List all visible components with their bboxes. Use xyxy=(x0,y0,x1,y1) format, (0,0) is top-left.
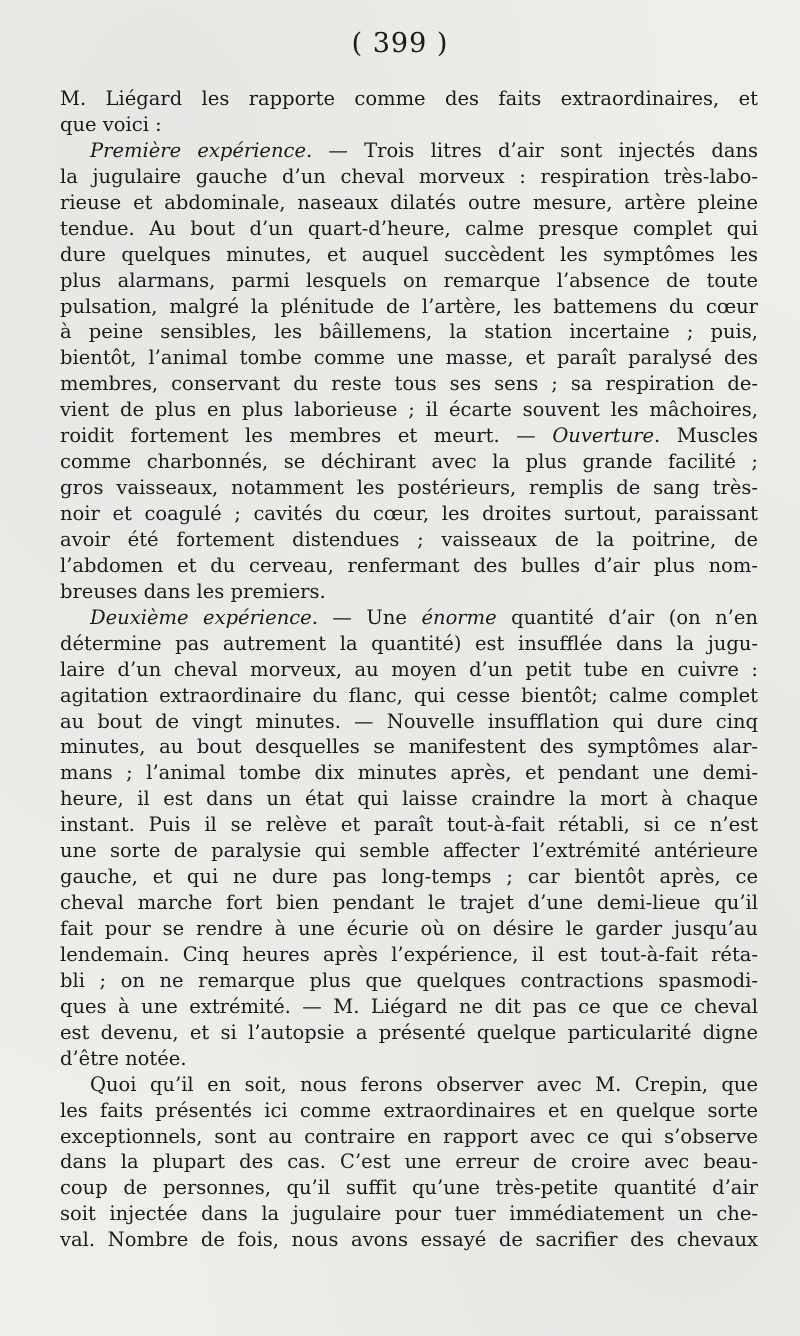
text-line xyxy=(60,786,758,812)
text-line xyxy=(60,1201,758,1227)
text-run: l’abdomen et du cerveau, renfermant des bulles d’air plus nom- xyxy=(60,553,758,577)
text-run: comme charbonnés, se déchirant avec la plus grande facilité ; xyxy=(60,450,758,474)
text-run: la jugulaire gauche d’un cheval morveux : respiration très-labo- xyxy=(60,164,758,188)
text-line xyxy=(60,760,758,786)
italic-run: Deuxième expérience. xyxy=(90,605,318,629)
text-line xyxy=(60,319,758,345)
text-line xyxy=(60,397,758,423)
text-run: mans ; l’animal tombe dix minutes après, et pendant une demi- xyxy=(60,761,758,785)
text-run: vient de plus en plus laborieuse ; il écarte souvent les mâchoires, xyxy=(60,398,758,422)
text-line xyxy=(60,709,758,735)
text-run: minutes, au bout desquelles se manifestent des symptômes alar- xyxy=(60,735,758,759)
text-run: une sorte de paralysie qui semble affecter l’extrémité antérieure xyxy=(60,839,758,863)
text-line xyxy=(60,631,758,657)
text-run: — Une xyxy=(317,605,422,629)
text-line xyxy=(60,216,758,242)
italic-run: énorme xyxy=(421,605,497,629)
text-run: est devenu, et si l’autopsie a présenté quelque particularité digne xyxy=(60,1020,758,1044)
text-run: dans la plupart des cas. C’est une erreur de croire avec beau- xyxy=(60,1150,758,1174)
text-line xyxy=(60,942,758,968)
text-run: cheval marche fort bien pendant le trajet d’une demi-lieue qu’il xyxy=(60,891,758,915)
text-line xyxy=(60,371,758,397)
italic-run: Ouverture. xyxy=(552,424,661,448)
text-line xyxy=(60,1046,758,1072)
text-run: les faits présentés ici comme extraordinaires et en quelque sorte xyxy=(60,1098,758,1122)
text-line xyxy=(60,1149,758,1175)
text-line xyxy=(60,423,758,449)
text-line xyxy=(60,112,758,138)
text-run: pulsation, malgré la plénitude de l’artère, les battemens du cœur xyxy=(60,294,758,318)
text-line xyxy=(60,527,758,553)
text-line xyxy=(60,864,758,890)
text-line xyxy=(60,812,758,838)
text-line xyxy=(60,86,758,112)
text-run: plus alarmans, parmi lesquels on remarque l’absence de toute xyxy=(60,268,758,292)
text-line xyxy=(60,579,758,605)
text-line xyxy=(60,994,758,1020)
text-line xyxy=(60,1124,758,1150)
text-line xyxy=(60,553,758,579)
text-line xyxy=(60,501,758,527)
text-run: lendemain. Cinq heures après l’expérience, il est tout-à-fait réta- xyxy=(60,942,758,966)
text-run: bli ; on ne remarque plus que quelques contractions spasmodi- xyxy=(60,968,758,992)
text-run: au bout de vingt minutes. — Nouvelle insufflation qui dure cinq xyxy=(60,709,758,733)
text-run: tendue. Au bout d’un quart-d’heure, calme presque complet qui xyxy=(60,216,758,240)
page-number: ( 399 ) xyxy=(351,28,449,59)
text-run: val. Nombre de fois, nous avons essayé de sacrifier des chevaux xyxy=(60,1228,758,1252)
text-run: dure quelques minutes, et auquel succèdent les symptômes les xyxy=(60,242,758,266)
text-run: breuses dans les premiers. xyxy=(60,579,326,603)
text-run: ques à une extrémité. — M. Liégard ne dit pas ce que ce cheval xyxy=(60,994,758,1018)
text-run: détermine pas autrement la quantité) est insufflée dans la jugu- xyxy=(60,631,758,655)
text-run: bientôt, l’animal tombe comme une masse, et paraît paralysé des xyxy=(60,346,758,370)
text-run: avoir été fortement distendues ; vaisseaux de la poitrine, de xyxy=(60,527,758,551)
text-run: laire d’un cheval morveux, au moyen d’un petit tube en cuivre : xyxy=(60,657,758,681)
text-line xyxy=(60,1227,758,1253)
text-line xyxy=(60,1175,758,1201)
text-run: que voici : xyxy=(60,112,162,136)
text-line xyxy=(60,449,758,475)
text-run: M. Liégard les rapporte comme des faits extraordinaires, et xyxy=(60,87,758,110)
text-run: gauche, et qui ne dure pas long-temps ; car bientôt après, ce xyxy=(60,865,758,889)
text-run: instant. Puis il se relève et paraît tout-à-fait rétabli, si ce n’est xyxy=(60,813,758,837)
text-line xyxy=(60,190,758,216)
text-line xyxy=(60,138,758,164)
text-run: heure, il est dans un état qui laisse craindre la mort à chaque xyxy=(60,787,758,811)
text-run: coup de personnes, qu’il suffit qu’une très-petite quantité d’air xyxy=(60,1176,758,1200)
text-line xyxy=(60,657,758,683)
text-run: soit injectée dans la jugulaire pour tuer immédiatement un che- xyxy=(60,1202,758,1226)
text-run: membres, conservant du reste tous ses sens ; sa respiration de- xyxy=(60,372,758,396)
text-line xyxy=(60,242,758,268)
text-line xyxy=(60,475,758,501)
text-line xyxy=(60,1098,758,1124)
text-run: roidit fortement les membres et meurt. — xyxy=(60,424,553,448)
text-run: fait pour se rendre à une écurie où on désire le garder jusqu’au xyxy=(60,917,758,940)
text-line xyxy=(60,683,758,709)
text-line xyxy=(60,164,758,190)
text-run: — Trois litres d’air sont injectés dans xyxy=(312,138,758,162)
text-line xyxy=(60,734,758,760)
text-line xyxy=(60,605,758,631)
text-run: rieuse et abdominale, naseaux dilatés outre mesure, artère pleine xyxy=(60,190,758,214)
text-line xyxy=(60,968,758,994)
text-run: quantité d’air (on n’en xyxy=(496,605,758,629)
text-line xyxy=(60,268,758,294)
text-run: Quoi qu’il en soit, nous ferons observer avec M. Crepin, que xyxy=(90,1072,758,1096)
text-line xyxy=(60,1020,758,1046)
text-run: d’être notée. xyxy=(60,1046,187,1070)
body-text xyxy=(60,86,758,1253)
text-run: à peine sensibles, les bâillemens, la station incertaine ; puis, xyxy=(60,320,758,344)
text-line xyxy=(60,1072,758,1098)
italic-run: Première expérience. xyxy=(90,138,313,162)
text-line xyxy=(60,916,758,942)
text-line xyxy=(60,838,758,864)
text-run: noir et coagulé ; cavités du cœur, les droites surtout, paraissant xyxy=(60,502,758,525)
text-run: agitation extraordinaire du flanc, qui cesse bientôt; calme complet xyxy=(60,683,758,707)
text-line xyxy=(60,345,758,371)
text-run: Muscles xyxy=(660,424,758,448)
text-line xyxy=(60,294,758,320)
text-run: gros vaisseaux, notamment les postérieurs, remplis de sang très- xyxy=(60,476,758,500)
text-line xyxy=(60,890,758,916)
text-run: exceptionnels, sont au contraire en rapport avec ce qui s’observe xyxy=(60,1124,758,1148)
